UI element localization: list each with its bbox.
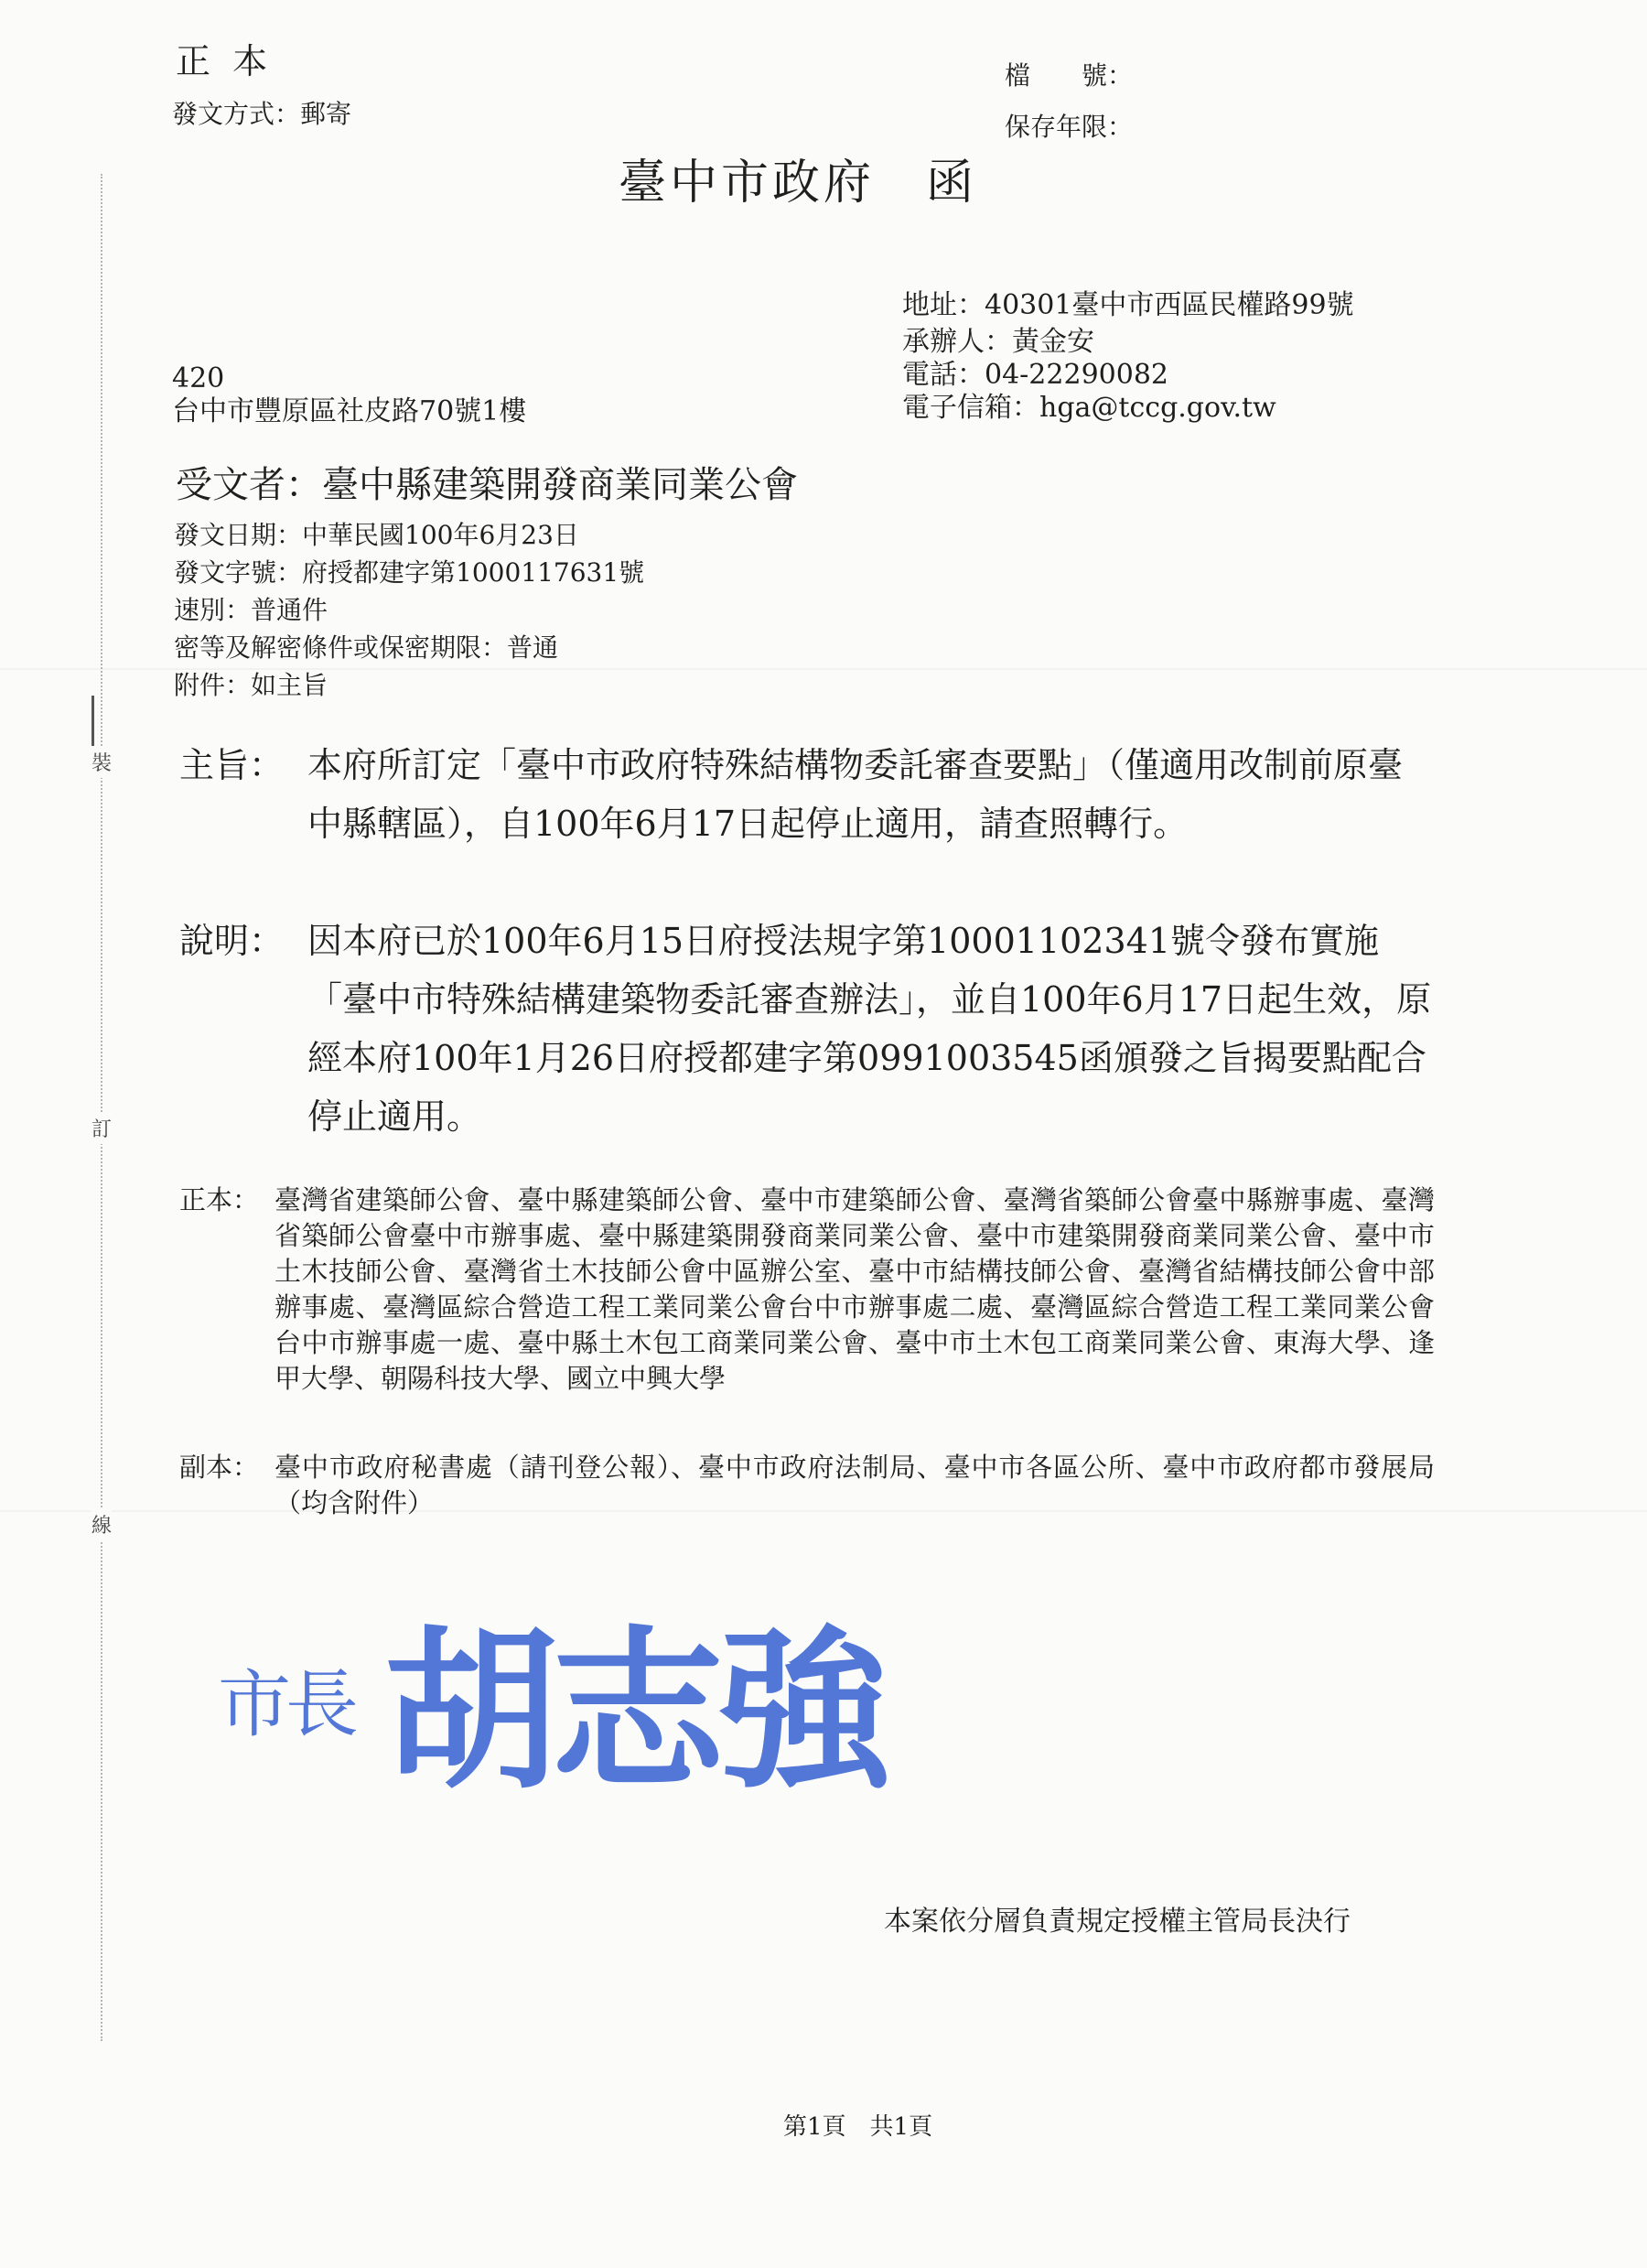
subject-label: 主旨：	[179, 745, 285, 785]
stamp-title: 市長	[218, 1662, 353, 1747]
binding-char-zhuang: 裝	[92, 746, 112, 778]
retention-label: 保存年限：	[1005, 112, 1134, 142]
issue-date: 發文日期：中華民國100年6月23日	[174, 520, 579, 550]
explanation-label: 說明：	[179, 921, 285, 961]
document-number: 發文字號：府授都建字第1000117631號	[174, 557, 645, 588]
copy-type: 正 本	[176, 41, 274, 81]
sender-handler: 承辦人：黃金安	[902, 326, 1094, 358]
binding-line	[101, 174, 102, 2041]
speed-category: 速別：普通件	[174, 595, 328, 625]
recipient-address: 台中市豐原區社皮路70號1樓	[172, 395, 527, 427]
subject-text: 本府所訂定「臺中市政府特殊結構物委託審查要點」（僅適用改制前原臺中縣轄區），自100年6月17日起停止適用，請查照轉行。	[307, 745, 1404, 844]
stamp-name: 胡志強	[384, 1609, 885, 1813]
copies-label: 副本：	[179, 1452, 260, 1483]
original-recipients-text: 臺灣省建築師公會、臺中縣建築師公會、臺中市建築師公會、臺灣省築師公會臺中縣辦事處、臺灣省築師公會臺中市辦事處、臺中縣建築開發商業同業公會、臺中市建築開發商業同業公會、臺中市土木技師公會、臺灣省土木技師公會中區辦公室、臺中市結構技師公會、臺灣省結構技師公會中部辦事處、臺灣區綜合營造工程工業同業公會台中市辦事處二處、臺灣區綜合營造工程工業同業公會台中市辦事處一處、臺中縣土木包工商業同業公會、臺中市土木包工商業同業公會、東海大學、逢甲大學、朝陽科技大學、國立中興大學	[274, 1184, 1435, 1394]
send-method: 發文方式：郵寄	[172, 99, 352, 129]
security-level: 密等及解密條件或保密期限：普通	[174, 632, 559, 663]
original-recipients-label: 正本：	[179, 1184, 260, 1215]
binding-char-ding: 訂	[92, 1112, 112, 1144]
recipient-zip: 420	[172, 362, 225, 394]
file-number-label: 檔 號：	[1005, 60, 1134, 91]
sender-address: 地址：40301臺中市西區民權路99號	[902, 289, 1354, 321]
explanation-text: 因本府已於100年6月15日府授法規字第10001102341號令發布實施「臺中市特殊結構建築物委託審查辦法」，並自100年6月17日起生效，原經本府100年1月26日府授都建字第0991003545函頒發之旨揭要點配合停止適用。	[307, 921, 1432, 1137]
authorization-note: 本案依分層負責規定授權主管局長決行	[884, 1906, 1351, 1938]
binding-mark	[92, 696, 94, 751]
page-number: 第1頁 共1頁	[783, 2113, 933, 2141]
document-title: 臺中市政府 函	[619, 156, 978, 211]
sender-phone: 電話：04-22290082	[902, 359, 1169, 391]
sender-email: 電子信箱：hga@tccg.gov.tw	[902, 392, 1276, 424]
attachment: 附件：如主旨	[174, 670, 328, 700]
copies-text: 臺中市政府秘書處（請刊登公報）、臺中市政府法制局、臺中市各區公所、臺中市政府都市發展局（均含附件）	[274, 1452, 1435, 1518]
recipient: 受文者：臺中縣建築開發商業同業公會	[176, 464, 798, 506]
binding-char-xian: 線	[92, 1508, 112, 1540]
